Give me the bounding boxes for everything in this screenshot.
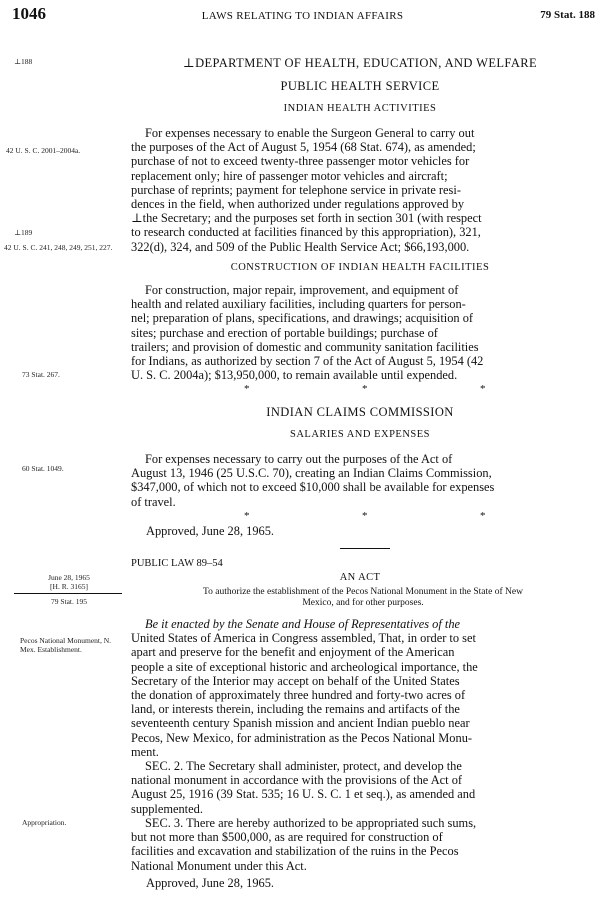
margin-note-usc-241: 42 U. S. C. 241, 248, 249, 251, 227. <box>4 243 113 252</box>
margin-divider <box>14 593 122 594</box>
text-line: dences in the field, when authorized under regulations approved by <box>131 197 465 212</box>
text-line: purchase of not to exceed twenty-three passenger motor vehicles for <box>131 154 470 169</box>
text-line: to research conducted at facilities financed by this appropriation), 321, <box>131 225 481 240</box>
margin-note-date: June 28, 1965 <box>48 573 90 582</box>
section-divider <box>340 548 390 549</box>
construction-heading: CONSTRUCTION OF INDIAN HEALTH FACILITIES <box>230 262 490 273</box>
text-line: trailers; and provision of domestic and community sanitation facilities <box>131 339 479 354</box>
margin-note-60-stat: 60 Stat. 1049. <box>22 464 64 473</box>
text-line: people a site of exceptional historic and archeological importance, the <box>131 659 478 674</box>
text-line: for Indians, as authorized by section 7 of the Act of August 5, 1954 (42 <box>131 354 484 369</box>
paragraph-section-3 <box>131 816 597 873</box>
ellipsis-star: * <box>362 383 368 395</box>
margin-note-188: ⊥188 <box>14 57 33 66</box>
paragraph-section-2 <box>131 759 597 816</box>
text-line: the donation of approximately three hundred and forty-two acres of <box>131 688 466 703</box>
text-line: Pecos, New Mexico, for administration as the Pecos National Monu- <box>131 730 473 745</box>
text-line: of travel. <box>131 494 176 509</box>
salaries-heading: SALARIES AND EXPENSES <box>289 429 431 440</box>
indian-claims-commission-heading: INDIAN CLAIMS COMMISSION <box>266 405 454 419</box>
running-title: LAWS RELATING TO INDIAN AFFAIRS <box>201 10 404 22</box>
text-line: nel; preparation of plans, specifications, and drawings; acquisition of <box>131 311 474 326</box>
text-line: apart and preserve for the benefit and enjoyment of the American <box>131 645 455 660</box>
margin-note-79-stat: 79 Stat. 195 <box>50 597 88 606</box>
text-line: facilities and excavation and stabilization of the ruins in the Pecos <box>131 844 459 859</box>
text-line: National Monument under this Act. <box>131 858 307 873</box>
ellipsis-star: * <box>480 383 486 395</box>
text-line: replacement only; hire of passenger motor vehicles and aircraft; <box>131 168 448 183</box>
text-line: Mexico, and for other purposes. <box>302 598 424 608</box>
ellipsis-star: * <box>480 510 486 522</box>
text-line: For expenses necessary to enable the Surgeon General to carry out <box>145 126 475 140</box>
margin-note-189: ⊥189 <box>14 228 33 237</box>
text-line: health and related auxiliary facilities, including quarters for person- <box>131 297 466 312</box>
text-line: seventeenth century Spanish mission and ancient Indian pueblo near <box>131 716 470 731</box>
text-line: August 13, 1946 (25 U.S.C. 70), creating an Indian Claims Commission, <box>131 466 492 481</box>
text-line: ment. <box>131 744 159 759</box>
margin-note-hr: [H. R. 3165] <box>50 582 88 591</box>
public-law-number: PUBLIC LAW 89–54 <box>131 558 223 569</box>
text-line: 322(d), 324, and 509 of the Public Health Service Act; $66,193,000. <box>131 239 470 254</box>
ellipsis-star: * <box>362 510 368 522</box>
margin-note-appropriation: Appropriation. <box>22 818 67 827</box>
paragraph-indian-health-activities <box>131 126 597 254</box>
margin-note-pecos: Pecos National Monument, N. Mex. Establishment. <box>20 636 112 654</box>
page-header <box>0 4 605 34</box>
text-line: supplemented. <box>131 801 203 816</box>
paragraph-construction <box>131 283 597 382</box>
text-line: For expenses necessary to carry out the purposes of the Act of <box>145 452 453 466</box>
text-line: For construction, major repair, improvement, and equipment of <box>145 283 459 297</box>
text-line: $347,000, of which not to exceed $10,000 shall be available for expenses <box>131 480 495 495</box>
ellipsis-star: * <box>244 383 250 395</box>
paragraph-enacting-clause <box>131 617 597 759</box>
text-line: but not more than $500,000, as are required for construction of <box>131 830 443 845</box>
page-number: 1046 <box>12 4 46 23</box>
public-health-service-heading: PUBLIC HEALTH SERVICE <box>280 79 440 93</box>
text-line: Be it enacted by the Senate and House of Representatives of the <box>145 617 461 631</box>
text-line: SEC. 3. There are hereby authorized to be appropriated such sums, <box>145 816 477 830</box>
paragraph-salaries <box>131 452 597 509</box>
department-heading: ⊥DEPARTMENT OF HEALTH, EDUCATION, AND WELFARE <box>182 56 538 70</box>
approved-date: Approved, June 28, 1965. <box>146 876 275 890</box>
text-line: national monument in accordance with the provisions of the Act of <box>131 773 463 788</box>
text-line: United States of America in Congress assembled, That, in order to set <box>131 631 476 646</box>
text-line: August 25, 1916 (39 Stat. 535; 16 U. S. C. 1 et seq.), as amended and <box>131 787 476 802</box>
text-line: Secretary of the Interior may accept on behalf of the United States <box>131 673 460 688</box>
text-line: SEC. 2. The Secretary shall administer, protect, and develop the <box>145 759 462 773</box>
text-line: the purposes of the Act of August 5, 1954 (68 Stat. 674), as amended; <box>131 140 476 155</box>
statute-reference: 79 Stat. 188 <box>540 9 595 21</box>
act-title <box>126 587 600 609</box>
indian-health-activities-heading: INDIAN HEALTH ACTIVITIES <box>283 103 437 114</box>
text-line: U. S. C. 2004a); $13,950,000, to remain available until expended. <box>131 368 458 383</box>
ellipsis-star: * <box>244 510 250 522</box>
text-line: To authorize the establishment of the Pecos National Monument in the State of New <box>203 587 523 597</box>
text-line: land, or interests therein, including the remains and artifacts of the <box>131 702 460 717</box>
text-line: sites; purchase and erection of portable buildings; purchase of <box>131 325 438 340</box>
text-line: purchase of reprints; payment for telephone service in private resi- <box>131 182 461 197</box>
margin-note-usc-2001: 42 U. S. C. 2001–2004a. <box>6 146 81 155</box>
text-line: ⊥the Secretary; and the purposes set forth in section 301 (with respect <box>131 211 482 226</box>
an-act-heading: AN ACT <box>339 572 381 583</box>
margin-note-73-stat: 73 Stat. 267. <box>22 370 60 379</box>
approved-date: Approved, June 28, 1965. <box>146 524 275 538</box>
